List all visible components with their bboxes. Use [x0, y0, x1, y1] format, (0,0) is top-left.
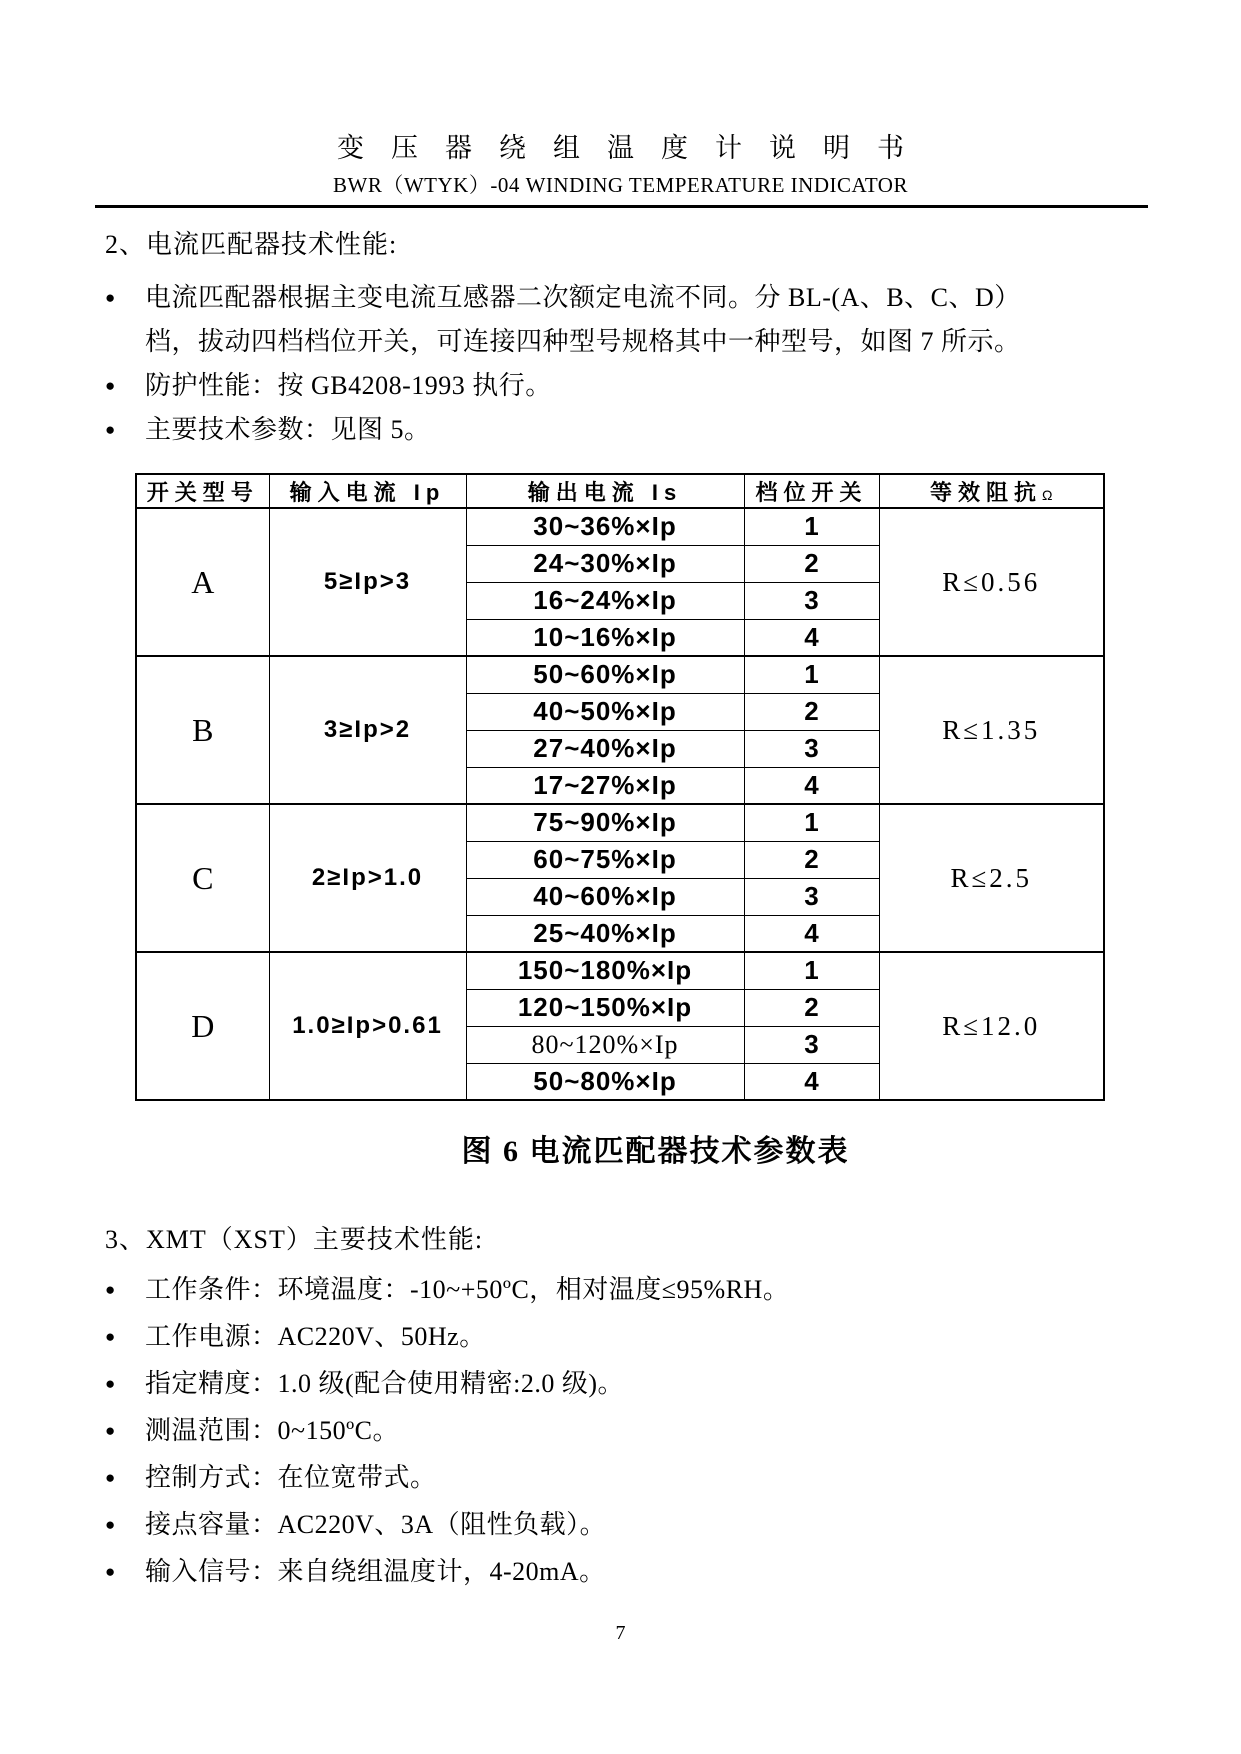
gear-cell: 4 — [744, 619, 879, 656]
gear-cell: 4 — [744, 1063, 879, 1100]
input-current-cell: 5≥Ip>3 — [269, 508, 466, 656]
impedance-cell: R≤0.56 — [879, 508, 1104, 656]
bullet-icon: ● — [105, 288, 116, 307]
output-current-cell: 40~50%×Ip — [466, 693, 744, 730]
gear-cell: 1 — [744, 804, 879, 841]
model-cell: D — [136, 952, 269, 1100]
table-header-gear-switch: 档位开关 — [744, 474, 879, 508]
gear-cell: 2 — [744, 693, 879, 730]
table-header-model: 开关型号 — [136, 474, 269, 508]
output-current-cell: 50~60%×Ip — [466, 656, 744, 693]
section-xmt — [105, 1222, 1147, 1595]
parameters-table — [135, 473, 1105, 1101]
bullet-text: 控制方式：在位宽带式。 — [145, 1463, 437, 1492]
section2-heading: 2、电流匹配器技术性能: — [105, 230, 398, 259]
page-number: 7 — [615, 1622, 626, 1644]
input-current-cell: 2≥Ip>1.0 — [269, 804, 466, 952]
bullet-item — [105, 1360, 1147, 1407]
bullet-item — [105, 1313, 1147, 1360]
bullet-icon: ● — [105, 1327, 116, 1346]
table-row — [136, 656, 1104, 693]
bullet-icon: ● — [105, 1468, 116, 1487]
model-cell: A — [136, 508, 269, 656]
output-current-cell: 50~80%×Ip — [466, 1063, 744, 1100]
output-current-cell: 16~24%×Ip — [466, 582, 744, 619]
output-current-cell: 150~180%×Ip — [466, 952, 744, 989]
output-current-cell: 80~120%×Ip — [466, 1026, 744, 1063]
output-current-cell: 40~60%×Ip — [466, 878, 744, 915]
section3-heading: 3、XMT（XST）主要技术性能: — [105, 1225, 484, 1254]
table-header-impedance — [879, 474, 1104, 508]
output-current-cell: 24~30%×Ip — [466, 545, 744, 582]
gear-cell: 4 — [744, 915, 879, 952]
gear-cell: 3 — [744, 730, 879, 767]
bullet-icon: ● — [105, 1515, 116, 1534]
gear-cell: 4 — [744, 767, 879, 804]
table-caption: 图 6 电流匹配器技术参数表 — [461, 1135, 850, 1168]
bullet-icon: ● — [105, 376, 116, 395]
section-current-matcher — [105, 228, 1147, 452]
output-current-cell: 30~36%×Ip — [466, 508, 744, 545]
bullet-text: 指定精度：1.0 级(配合使用精密:2.0 级)。 — [145, 1369, 625, 1398]
omega-unit: Ω — [1042, 486, 1053, 503]
bullet-item — [105, 364, 1147, 408]
bullet-text: 主要技术参数：见图 5。 — [145, 415, 431, 444]
model-cell: C — [136, 804, 269, 952]
doc-subtitle: BWR（WTYK）-04 WINDING TEMPERATURE INDICATOR — [333, 173, 908, 197]
doc-title: 变压器绕组温度计说明书 — [337, 133, 931, 163]
table-row — [136, 804, 1104, 841]
model-cell: B — [136, 656, 269, 804]
impedance-cell: R≤2.5 — [879, 804, 1104, 952]
gear-cell: 1 — [744, 656, 879, 693]
bullet-item — [105, 1548, 1147, 1595]
table-header-input-current: 输入电流 Ip — [269, 474, 466, 508]
header-rule — [95, 205, 1148, 208]
output-current-cell: 75~90%×Ip — [466, 804, 744, 841]
bullet-item — [105, 1266, 1147, 1313]
gear-cell: 1 — [744, 952, 879, 989]
bullet-item — [105, 408, 1147, 452]
impedance-cell: R≤12.0 — [879, 952, 1104, 1100]
input-current-cell: 3≥Ip>2 — [269, 656, 466, 804]
output-current-cell: 120~150%×Ip — [466, 989, 744, 1026]
bullet-icon: ● — [105, 1374, 116, 1393]
gear-cell: 2 — [744, 989, 879, 1026]
bullet-item — [105, 1407, 1147, 1454]
table-row — [136, 508, 1104, 545]
output-current-cell: 17~27%×Ip — [466, 767, 744, 804]
bullet-icon: ● — [105, 420, 116, 439]
bullet-item — [105, 1454, 1147, 1501]
gear-cell: 3 — [744, 582, 879, 619]
bullet-text: 输入信号：来自绕组温度计，4-20mA。 — [145, 1557, 606, 1586]
bullet-icon: ● — [105, 1280, 116, 1299]
output-current-cell: 25~40%×Ip — [466, 915, 744, 952]
input-current-cell: 1.0≥Ip>0.61 — [269, 952, 466, 1100]
table-header-impedance-label: 等效阻抗 — [930, 479, 1043, 505]
bullet-item — [105, 276, 1147, 364]
output-current-cell: 60~75%×Ip — [466, 841, 744, 878]
bullet-item — [105, 1501, 1147, 1548]
table-row — [136, 952, 1104, 989]
bullet-text: 测温范围：0~150ºC。 — [145, 1416, 399, 1445]
bullet-text: 工作条件：环境温度：-10~+50ºC，相对温度≤95%RH。 — [145, 1275, 790, 1304]
bullet-text — [145, 276, 1147, 364]
bullet-text: 防护性能：按 GB4208-1993 执行。 — [145, 371, 552, 400]
bullet-line: 档，拔动四档档位开关，可连接四种型号规格其中一种型号，如图 7 所示。 — [145, 327, 1021, 356]
gear-cell: 2 — [744, 841, 879, 878]
impedance-cell: R≤1.35 — [879, 656, 1104, 804]
table-header-row — [136, 474, 1104, 508]
gear-cell: 1 — [744, 508, 879, 545]
bullet-icon: ● — [105, 1421, 116, 1440]
output-current-cell: 10~16%×Ip — [466, 619, 744, 656]
table-header-output-current: 输出电流 Is — [466, 474, 744, 508]
bullet-text: 工作电源：AC220V、50Hz。 — [145, 1322, 486, 1351]
bullet-line: 电流匹配器根据主变电流互感器二次额定电流不同。分 BL-(A、B、C、D） — [145, 283, 1021, 312]
gear-cell: 3 — [744, 1026, 879, 1063]
gear-cell: 3 — [744, 878, 879, 915]
bullet-icon: ● — [105, 1562, 116, 1581]
gear-cell: 2 — [744, 545, 879, 582]
output-current-cell: 27~40%×Ip — [466, 730, 744, 767]
bullet-text: 接点容量：AC220V、3A（阻性负载）。 — [145, 1510, 607, 1539]
